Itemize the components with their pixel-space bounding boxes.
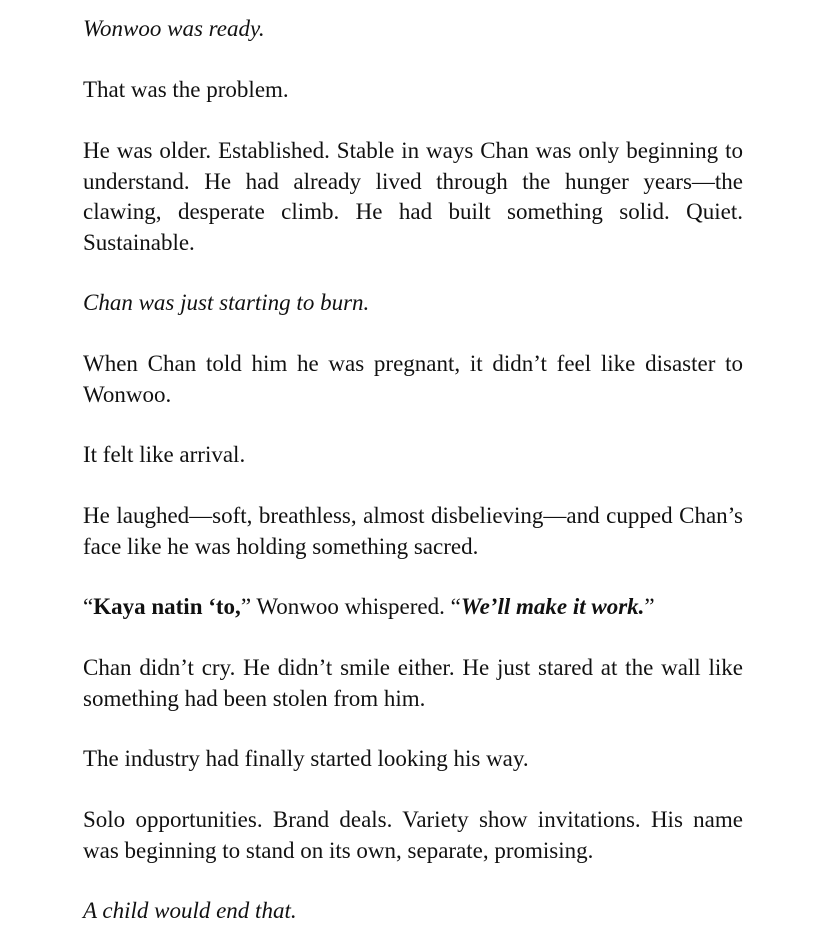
paragraph-2: That was the problem.: [83, 77, 289, 102]
paragraph-4: Chan was just starting to burn.: [83, 290, 370, 315]
paragraph-9: Chan didn’t cry. He didn’t smile either. He just stared at the wall like something had been stolen from him.: [83, 655, 743, 711]
paragraph-1: Wonwoo was ready.: [83, 16, 265, 41]
bold-dialogue: Kaya natin ‘to,: [93, 594, 241, 619]
paragraph-10: The industry had finally started looking his way.: [83, 746, 529, 771]
paragraph-5: When Chan told him he was pregnant, it didn’t feel like disaster to Wonwoo.: [83, 351, 743, 407]
paragraph-6: It felt like arrival.: [83, 442, 246, 467]
paragraph-7: He laughed—soft, breathless, almost disbelieving—and cupped Chan’s face like he was holding something sacred.: [83, 503, 743, 559]
paragraph-3: He was older. Established. Stable in ways Chan was only beginning to understand. He had already lived through the hunger years—the clawing, desperate climb. He had built something solid. Quiet. Sustainable.: [83, 138, 743, 255]
dialogue-tag: ” Wonwoo whispered. “: [240, 594, 461, 619]
close-quote: ”: [644, 594, 655, 619]
bold-italic-dialogue: We’ll make it work.: [460, 594, 645, 619]
paragraph-11: Solo opportunities. Brand deals. Variety show invitations. His name was beginning to stand on its own, separate, promising.: [83, 807, 743, 863]
open-quote: “: [83, 594, 94, 619]
paragraph-8: [83, 592, 743, 623]
paragraph-12: A child would end that.: [83, 898, 297, 923]
